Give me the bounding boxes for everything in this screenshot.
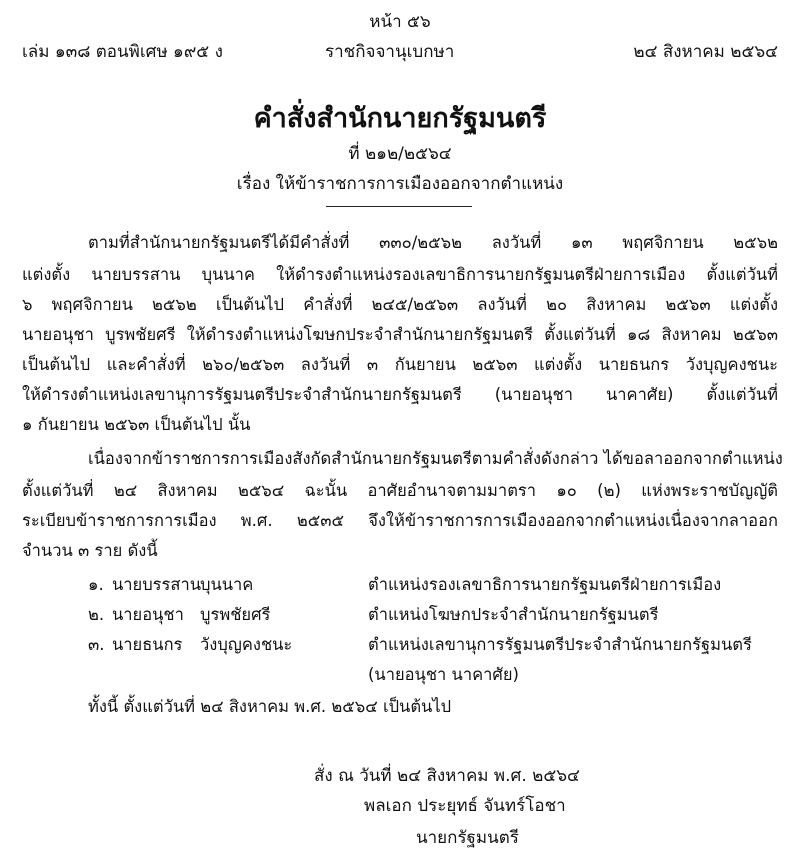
paragraph-line: แต่งตั้ง นายบรรสาน บุนนาค ให้ดำรงตำแหน่งรองเลขาธิการนายกรัฐมนตรีฝ่ายการเมือง ตั้งแต่วันที่ — [22, 265, 778, 284]
title-divider — [326, 206, 472, 207]
paragraph-line: นายอนุชา บูรพชัยศรี ให้ดำรงตำแหน่งโฆษกประจำสำนักนายกรัฐมนตรี ตั้งแต่วันที่ ๑๘ สิงหาคม ๒๕๖๓ — [22, 325, 778, 344]
gazette-name: ราชกิจจานุเบกษา — [325, 42, 455, 62]
list-item-last-name: วังบุญคงชนะ — [200, 635, 293, 654]
gazette-header — [22, 38, 778, 64]
list-item-position: ตำแหน่งเลขานุการรัฐมนตรีประจำสำนักนายกรัฐมนตรี — [368, 635, 752, 654]
document-title: คำสั่งสำนักนายกรัฐมนตรี — [253, 103, 547, 134]
paragraph-line: ๑ กันยายน ๒๕๖๓ เป็นต้นไป นั้น — [22, 415, 251, 434]
list-item-position: ตำแหน่งโฆษกประจำสำนักนายกรัฐมนตรี — [368, 605, 659, 624]
page-number: หน้า ๕๖ — [369, 12, 431, 32]
list-item-last-name: บุนนาค — [200, 575, 254, 594]
order-number: ที่ ๒๑๒/๒๕๖๔ — [348, 144, 452, 164]
paragraph-line: ระเบียบข้าราชการการเมือง พ.ศ. ๒๕๓๕ จึงให้ข้าราชการการเมืองออกจากตำแหน่งเนื่องจากลาออก — [22, 511, 778, 530]
list-item-position-continued: (นายอนุชา นาคาศัย) — [368, 665, 519, 684]
paragraph-line: ตามที่สำนักนายกรัฐมนตรีได้มีคำสั่งที่ ๓๓๐/๒๕๖๒ ลงวันที่ ๑๓ พฤศจิกายน ๒๕๖๒ — [88, 233, 778, 252]
order-subject: เรื่อง ให้ข้าราชการการเมืองออกจากตำแหน่ง — [236, 174, 564, 194]
effective-date: ทั้งนี้ ตั้งแต่วันที่ ๒๔ สิงหาคม พ.ศ. ๒๕๖๔ เป็นต้นไป — [88, 697, 452, 716]
list-item-number: ๒. — [88, 605, 105, 624]
publication-date: ๒๔ สิงหาคม ๒๕๖๔ — [633, 42, 778, 62]
list-item-number: ๑. — [88, 575, 104, 594]
paragraph-line: ให้ดำรงตำแหน่งเลขานุการรัฐมนตรีประจำสำนักนายกรัฐมนตรี (นายอนุชา นาคาศัย) ตั้งแต่วันที่ — [22, 385, 778, 404]
ordered-on-date: สั่ง ณ วันที่ ๒๔ สิงหาคม พ.ศ. ๒๕๖๔ — [314, 766, 580, 786]
signatory-name: พลเอก ประยุทธ์ จันทร์โอชา — [364, 796, 566, 816]
list-item-first-name: นายบรรสาน — [112, 575, 202, 594]
list-item-position: ตำแหน่งรองเลขาธิการนายกรัฐมนตรีฝ่ายการเมือง — [368, 575, 722, 594]
list-item-first-name: นายอนุชา — [112, 605, 184, 624]
paragraph-line: ๖ พฤศจิกายน ๒๕๖๒ เป็นต้นไป คำสั่งที่ ๒๔๕/๒๕๖๓ ลงวันที่ ๒๐ สิงหาคม ๒๕๖๓ แต่งตั้ง — [22, 295, 778, 314]
paragraph-line: ตั้งแต่วันที่ ๒๔ สิงหาคม ๒๕๖๔ ฉะนั้น อาศัยอำนาจตามมาตรา ๑๐ (๒) แห่งพระราชบัญญัติ — [22, 481, 778, 500]
paragraph-line: จำนวน ๓ ราย ดังนี้ — [22, 541, 158, 560]
paragraph-line: เนื่องจากข้าราชการการเมืองสังกัดสำนักนายกรัฐมนตรีตามคำสั่งดังกล่าว ได้ขอลาออกจากตำแหน่ง — [88, 449, 783, 468]
paragraph-line: เป็นต้นไป และคำสั่งที่ ๒๖๐/๒๕๖๓ ลงวันที่ ๓ กันยายน ๒๕๖๓ แต่งตั้ง นายธนกร วังบุญคงชนะ — [22, 355, 778, 374]
list-item-first-name: นายธนกร — [112, 635, 183, 654]
volume-issue: เล่ม ๑๓๘ ตอนพิเศษ ๑๙๕ ง — [22, 42, 223, 62]
signatory-title: นายกรัฐมนตรี — [416, 828, 519, 848]
list-item-number: ๓. — [88, 635, 105, 654]
list-item-last-name: บูรพชัยศรี — [200, 605, 271, 624]
